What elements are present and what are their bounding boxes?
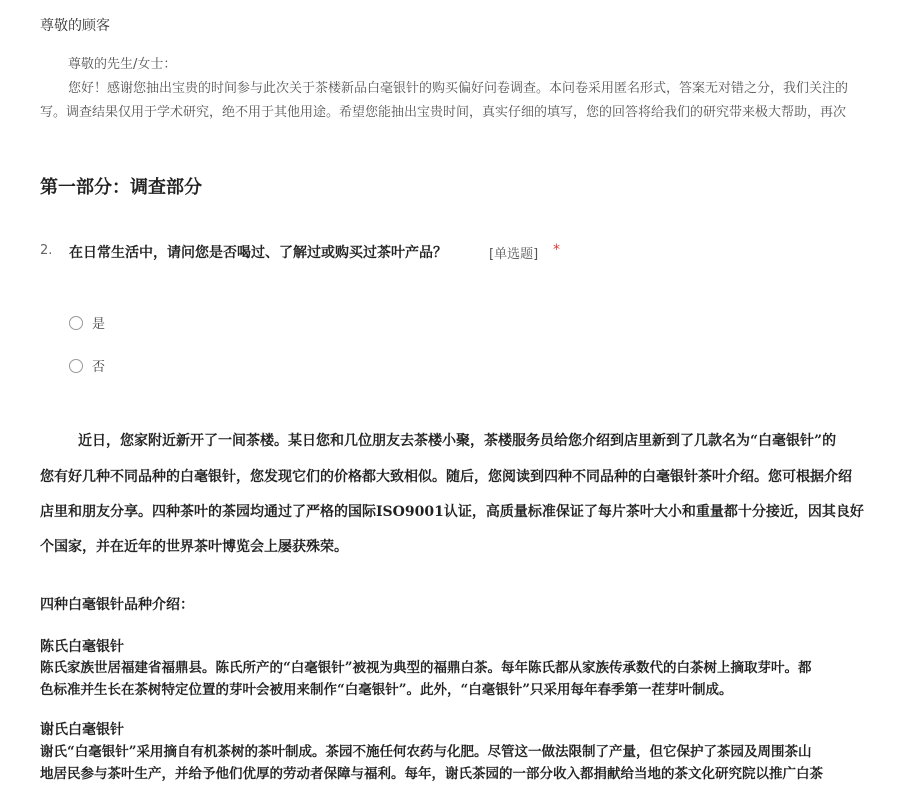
option-no[interactable]: [69, 356, 105, 375]
option-yes[interactable]: [69, 313, 105, 332]
brand-description-line: 陈氏家族世居福建省福鼎县。陈氏所产的“白毫银针”被视为典型的福鼎白茶。每年陈氏都从家族传承数代的白茶树上摘取芽叶。都: [40, 660, 812, 676]
question-text: 在日常生活中，请问您是否喝过、了解过或购买过茶叶产品？: [69, 245, 447, 261]
brand-description-line: 谢氏“白毫银针”采用摘自有机茶树的茶叶制成。茶园不施任何农药与化肥。尽管这一做法限制了产量，但它保护了茶园及周围茶山: [40, 744, 812, 760]
radio-button[interactable]: [69, 316, 83, 330]
brand-name: 陈氏白毫银针: [40, 639, 124, 655]
brand-description-line: 色标准并生长在茶树特定位置的芽叶会被用来制作“白毫银针”。此外，“白毫银针”只采用每年春季第一茬芽叶制成。: [40, 682, 733, 698]
brand-description-line: 地居民参与茶叶生产，并给予他们优厚的劳动者保障与福利。每年，谢氏茶园的一部分收入都捐献给当地的茶文化研究院以推广白茶: [40, 766, 823, 782]
section-title: 第一部分：调查部分: [40, 177, 202, 198]
story-line: 您有好几种不同品种的白毫银针，您发现它们的价格都大致相似。随后，您阅读到四种不同品种的白毫银针茶叶介绍。您可根据介绍: [40, 469, 852, 485]
option-label[interactable]: 是: [92, 317, 106, 332]
radio-button[interactable]: [69, 359, 83, 373]
story-line: 店里和朋友分享。四种茶叶的茶园均通过了严格的国际ISO9001认证，高质量标准保证了每片茶叶大小和重量都十分接近，因其良好: [40, 504, 864, 520]
intro-paragraph-line: 您好！感谢您抽出宝贵的时间参与此次关于茶楼新品白毫银针的购买偏好问卷调查。本问卷采用匿名形式，答案无对错之分，我们关注的: [68, 81, 849, 96]
option-label[interactable]: 否: [92, 360, 106, 375]
story-line: 近日，您家附近新开了一间茶楼。某日您和几位朋友去茶楼小聚，茶楼服务员给您介绍到店里新到了几款名为“白毫银针”的: [78, 433, 837, 449]
question-type-label: [单选题]: [489, 247, 539, 262]
greeting: 尊敬的顾客: [40, 18, 110, 34]
required-mark: *: [553, 242, 560, 258]
brand-name: 谢氏白毫银针: [40, 722, 124, 738]
intro-salutation: 尊敬的先生/女士：: [68, 57, 177, 72]
question-number: 2.: [40, 243, 53, 258]
brands-heading: 四种白毫银针品种介绍：: [40, 597, 194, 613]
intro-paragraph-line: 写。调查结果仅用于学术研究，绝不用于其他用途。希望您能抽出宝贵时间，真实仔细的填写，您的回答将给我们的研究带来极大帮助，再次: [40, 105, 847, 120]
story-line: 个国家，并在近年的世界茶叶博览会上屡获殊荣。: [40, 539, 348, 555]
